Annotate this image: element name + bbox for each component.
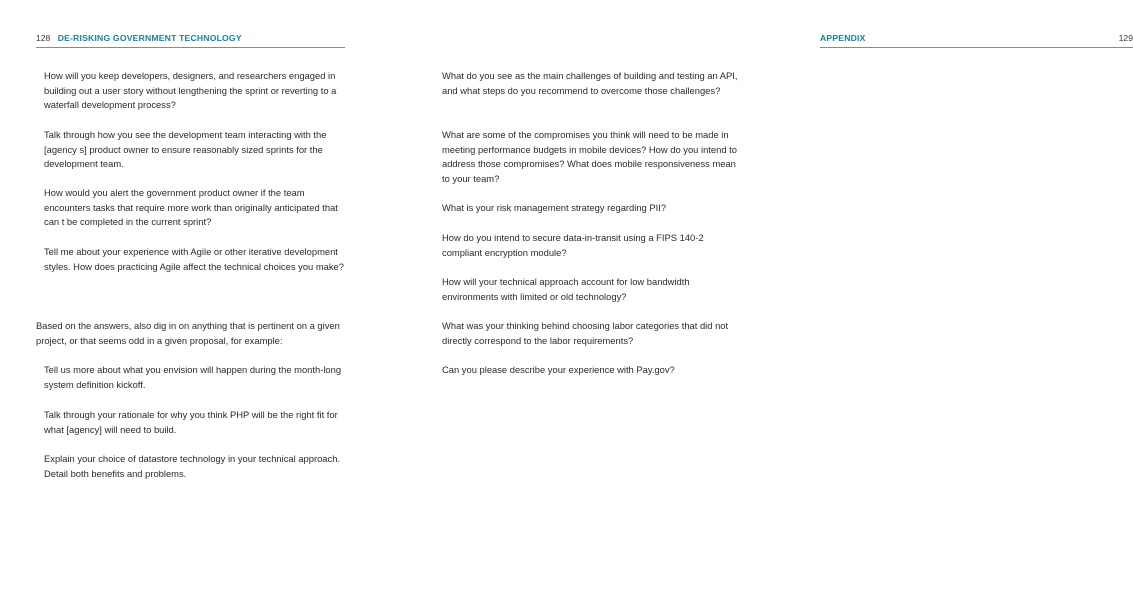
question-paragraph: How will you keep developers, designers, and researchers engaged in building out a user story without lengthening the sprint or reverting to a waterfall development process? <box>44 70 337 111</box>
right-page-number: 129 <box>1118 33 1133 43</box>
question-paragraph: Explain your choice of datastore technology in your technical approach. Detail both benefits and problems. <box>44 453 341 479</box>
question-paragraph: How do you intend to secure data-in-transit using a FIPS 140-2 compliant encryption module? <box>442 232 704 258</box>
left-running-title: DE-RISKING GOVERNMENT TECHNOLOGY <box>57 33 242 43</box>
question-paragraph: What are some of the compromises you think will need to be made in meeting performance budgets in mobile devices? How do you intend to address those compromises? What does mobile responsiveness mean to your team? <box>442 129 737 184</box>
question-paragraph: Talk through your rationale for why you think PHP will be the right fit for what [agency] will need to build. <box>44 409 338 435</box>
right-running-title: APPENDIX <box>820 33 866 43</box>
question-paragraph: Can you please describe your experience with Pay.gov? <box>442 364 675 375</box>
left-header <box>36 33 345 47</box>
question-paragraph: How will your technical approach account for low bandwidth environments with limited or old technology? <box>442 276 690 302</box>
question-paragraph: What do you see as the main challenges of building and testing an API, and what steps do you recommend to overcome those challenges? <box>442 70 738 96</box>
right-header-rule <box>820 47 1133 48</box>
question-paragraph: What was your thinking behind choosing labor categories that did not directly correspond to the labor requirements? <box>442 320 729 346</box>
left-header-rule <box>36 47 345 48</box>
question-paragraph: Talk through how you see the development team interacting with the [agency s] product owner to ensure reasonably sized sprints for the development team. <box>44 129 327 170</box>
question-paragraph: Tell us more about what you envision will happen during the month-long system definition kickoff. <box>44 364 342 390</box>
question-paragraph: What is your risk management strategy regarding PII? <box>442 202 667 213</box>
intro-paragraph: Based on the answers, also dig in on anything that is pertinent on a given project, or that seems odd in a given proposal, for example: <box>36 320 340 346</box>
question-paragraph: Tell me about your experience with Agile or other iterative development styles. How does practicing Agile affect the technical choices you make? <box>44 246 344 272</box>
question-paragraph: How would you alert the government product owner if the team encounters tasks that require more work than originally anticipated that can t be completed in the current sprint? <box>44 187 338 228</box>
right-header <box>820 33 1133 47</box>
left-page-number: 128 <box>36 33 51 43</box>
